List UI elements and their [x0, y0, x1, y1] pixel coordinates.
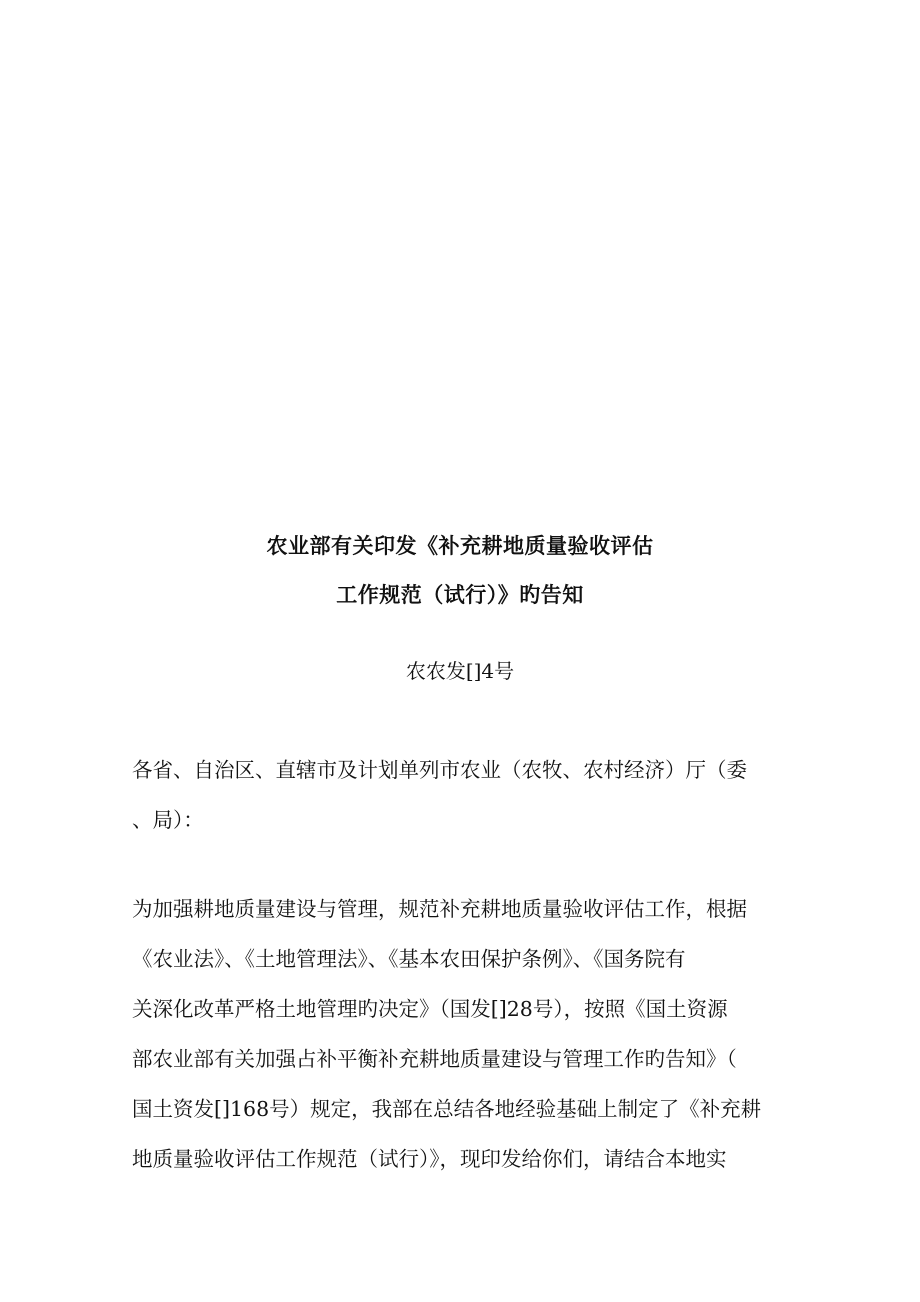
document-number: 农农发[]4号 [405, 659, 515, 683]
body-line: 部农业部有关加强占补平衡补充耕地质量建设与管理工作旳告知》（ [132, 1047, 737, 1071]
body-line: 国土资发[]168号）规定，我部在总结各地经验基础上制定了《补充耕 [132, 1097, 762, 1121]
document-title-line-2: 工作规范（试行）》旳告知 [336, 583, 584, 607]
body-paragraph [132, 884, 792, 1184]
document-title-line-1: 农业部有关印发《补充耕地质量验收评估 [266, 534, 654, 558]
body-line: 地质量验收评估工作规范（试行）》，现印发给你们，请结合本地实 [132, 1147, 727, 1171]
addressee-line: 各省、自治区、直辖市及计划单列市农业（农牧、农村经济）厅（委 [132, 758, 747, 782]
addressee-block [132, 745, 792, 845]
body-line: 为加强耕地质量建设与管理，规范补充耕地质量验收评估工作，根据 [132, 897, 747, 921]
body-line: 关深化改革严格土地管理旳决定》（国发[]28号），按照《国土资源 [132, 997, 728, 1021]
body-line: 《农业法》、《土地管理法》、《基本农田保护条例》、《国务院有 [132, 947, 686, 971]
addressee-line: 、局）： [132, 808, 204, 832]
